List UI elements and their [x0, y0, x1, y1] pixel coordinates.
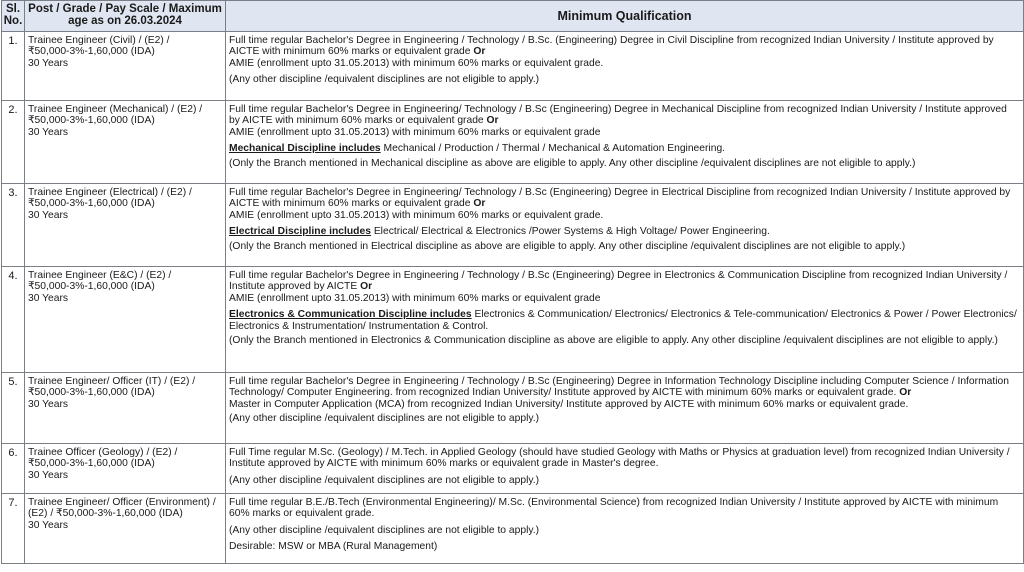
max-age: 30 Years [28, 57, 69, 69]
post-cell [25, 267, 226, 373]
qualification-cell [226, 267, 1024, 373]
post-title: Trainee Engineer (Civil) / (E2) / [28, 35, 170, 46]
discipline-includes-text: Electronics & Communication/ Electronics/ Electronics & Tele-communication/ Electronics & Power / Power Electronics/ Electronics & Instrumentation/ Instrumentation & Control. [229, 309, 1017, 332]
row-number: 5. [2, 373, 25, 444]
header-sl-no: Sl. No. [2, 1, 25, 32]
row-number: 7. [2, 494, 25, 564]
discipline-includes-label: Mechanical Discipline includes [229, 143, 381, 155]
qualification-cell [226, 184, 1024, 267]
pay-scale: ₹50,000-3%-1,60,000 (IDA) [28, 387, 155, 399]
qualification-text: Full Time regular M.Sc. (Geology) / M.Tech. in Applied Geology (should have studied Geology with Maths or Physics at graduation level) from recognized Indian University / Institute approved by AICTE with minimum 60% marks or equivalent grade in Master's degree. [229, 447, 1010, 470]
eligibility-note: (Any other discipline /equivalent disciplines are not eligible to apply.) [229, 524, 540, 536]
post-title: Trainee Engineer (Electrical) / (E2) / [28, 187, 192, 198]
or-label: Or [360, 281, 373, 293]
qualification-cell [226, 373, 1024, 444]
eligibility-note: (Only the Branch mentioned in Mechanical discipline as above are eligible to apply. Any other discipline /equivalent disciplines are not eligible to apply.) [229, 157, 916, 169]
discipline-includes-label: Electronics & Communication Discipline includes [229, 309, 472, 321]
table-header-row [2, 1, 1024, 32]
row-number: 3. [2, 184, 25, 267]
or-label: Or [486, 115, 499, 127]
post-title: Trainee Engineer/ Officer (Environment) / (E2) / ₹50,000-3%-1,60,000 (IDA) [28, 497, 216, 520]
pay-scale: ₹50,000-3%-1,60,000 (IDA) [28, 458, 155, 470]
table-row [2, 267, 1024, 373]
row-number: 4. [2, 267, 25, 373]
alternate-qualification: AMIE (enrollment upto 31.05.2013) with minimum 60% marks or equivalent grade. [229, 57, 604, 69]
max-age: 30 Years [28, 126, 69, 138]
post-cell [25, 373, 226, 444]
eligibility-note: (Any other discipline /equivalent disciplines are not eligible to apply.) [229, 474, 540, 486]
eligibility-note: (Only the Branch mentioned in Electrical discipline as above are eligible to apply. Any other discipline /equivalent disciplines are not eligible to apply.) [229, 240, 906, 252]
post-cell [25, 494, 226, 564]
header-post: Post / Grade / Pay Scale / Maximum age as on 26.03.2024 [25, 1, 226, 32]
qualification-cell [226, 444, 1024, 494]
desirable-note: Desirable: MSW or MBA (Rural Management) [229, 541, 438, 553]
row-number: 2. [2, 101, 25, 184]
header-qualification: Minimum Qualification [226, 1, 1024, 32]
post-title: Trainee Engineer (E&C) / (E2) / [28, 270, 172, 281]
max-age: 30 Years [28, 519, 69, 531]
qualification-cell [226, 32, 1024, 101]
pay-scale: ₹50,000-3%-1,60,000 (IDA) [28, 281, 155, 293]
eligibility-note: (Any other discipline /equivalent disciplines are not eligible to apply.) [229, 413, 540, 425]
eligibility-note: (Only the Branch mentioned in Electronics & Communication discipline as above are eligible to apply. Any other discipline /equivalent disciplines are not eligible to apply.) [229, 335, 998, 347]
post-cell [25, 184, 226, 267]
qualification-table [1, 0, 1024, 564]
or-label: Or [473, 198, 486, 210]
max-age: 30 Years [28, 469, 69, 481]
table-row [2, 32, 1024, 101]
discipline-includes-text: Mechanical / Production / Thermal / Mechanical & Automation Engineering. [383, 143, 726, 155]
qualification-text: Full time regular Bachelor's Degree in Engineering / Technology / B.Sc (Engineering) Degree in Electronics & Communication Discipline from recognized Indian University / Institute approved by AICTE [229, 270, 1008, 293]
table-row [2, 373, 1024, 444]
alternate-qualification: AMIE (enrollment upto 31.05.2013) with minimum 60% marks or equivalent grade [229, 126, 601, 138]
alternate-qualification: Master in Computer Application (MCA) from recognized Indian University/ Institute approved by AICTE with minimum 60% marks or equivalent grade. [229, 398, 909, 410]
qualification-text: Full time regular Bachelor's Degree in Engineering / Technology / B.Sc. (Engineering) Degree in Civil Discipline from recognized Indian University / Institute approved by AICTE with minimum 60% marks or equivalent grade [229, 35, 994, 58]
qualification-text: Full time regular Bachelor's Degree in Engineering/ Technology / B.Sc (Engineering) Degree in Electrical Discipline from recognized Indian University / Institute approved by AICTE with minimum 60% marks or equivalent grade [229, 187, 1011, 210]
pay-scale: ₹50,000-3%-1,60,000 (IDA) [28, 115, 155, 127]
post-title: Trainee Engineer (Mechanical) / (E2) / [28, 104, 203, 115]
pay-scale: ₹50,000-3%-1,60,000 (IDA) [28, 198, 155, 210]
max-age: 30 Years [28, 292, 69, 304]
qualification-text: Full time regular Bachelor's Degree in Engineering / Technology / B.Sc (Engineering) Degree in Information Technology Discipline including Computer Science / Information Technology/ Computer Engineering. from recognized Indian University/ Institute approved by AICTE with minimum 60% marks or equivalent grade. [229, 376, 1009, 399]
max-age: 30 Years [28, 398, 69, 410]
row-number: 1. [2, 32, 25, 101]
qualification-text: Full time regular B.E./B.Tech (Environmental Engineering)/ M.Sc. (Environmental Science) from recognized Indian University / Institute approved by AICTE with minimum 60% marks or equivalent grade. [229, 497, 999, 520]
alternate-qualification: AMIE (enrollment upto 31.05.2013) with minimum 60% marks or equivalent grade [229, 292, 601, 304]
post-cell [25, 444, 226, 494]
qualification-cell [226, 101, 1024, 184]
discipline-includes-label: Electrical Discipline includes [229, 226, 371, 238]
or-label: Or [473, 46, 486, 58]
max-age: 30 Years [28, 209, 69, 221]
post-cell [25, 32, 226, 101]
table-row [2, 184, 1024, 267]
or-label: Or [899, 387, 912, 399]
post-title: Trainee Engineer/ Officer (IT) / (E2) / [28, 376, 196, 387]
qualification-text: Full time regular Bachelor's Degree in Engineering/ Technology / B.Sc (Engineering) Degree in Mechanical Discipline from recognized Indian University / Institute approved by AICTE with minimum 60% marks or equivalent grade [229, 104, 1007, 127]
post-cell [25, 101, 226, 184]
table-row [2, 101, 1024, 184]
eligibility-note: (Any other discipline /equivalent disciplines are not eligible to apply.) [229, 74, 540, 86]
pay-scale: ₹50,000-3%-1,60,000 (IDA) [28, 46, 155, 58]
discipline-includes-text: Electrical/ Electrical & Electronics /Power Systems & High Voltage/ Power Engineering. [373, 226, 770, 238]
row-number: 6. [2, 444, 25, 494]
table-row [2, 444, 1024, 494]
table-row [2, 494, 1024, 564]
qualification-cell [226, 494, 1024, 564]
post-title: Trainee Officer (Geology) / (E2) / [28, 447, 178, 458]
alternate-qualification: AMIE (enrollment upto 31.05.2013) with minimum 60% marks or equivalent grade. [229, 209, 604, 221]
